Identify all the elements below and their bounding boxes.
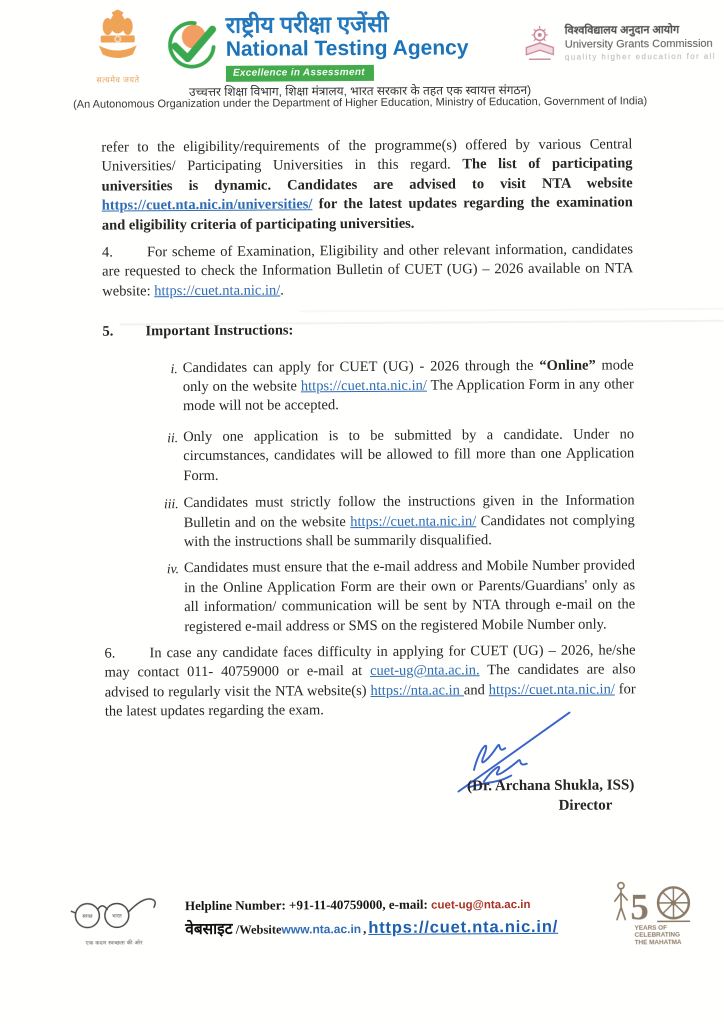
ugc-title-english: University Grants Commission: [564, 37, 713, 51]
continuation-text: refer to the eligibility/requirements of the programme(s) offered by various Central Universities/ Participating Universities in this regard.: [101, 136, 633, 175]
link-universities-list[interactable]: https://cuet.nta.nic.in/universities/: [101, 196, 313, 214]
heading-5-label: Important Instructions:: [145, 322, 294, 340]
signatory-role: Director: [558, 797, 613, 814]
website-label-hindi: वेबसाइट: [185, 920, 233, 939]
paragraph-6-text4: for the latest updates regarding the exam.: [104, 681, 636, 720]
instruction-item-iv: [166, 557, 636, 637]
nta-tagline-badge: Excellence in Assessment: [226, 65, 374, 82]
link-cuet-site[interactable]: https://cuet.nta.nic.in/: [154, 282, 281, 300]
paragraph-4-number: 4.: [101, 244, 113, 261]
link-cuet-site[interactable]: https://cuet.nta.nic.in/: [350, 512, 477, 530]
signatory-block: [467, 777, 634, 815]
important-instructions-heading: [102, 320, 633, 343]
footer-comma: ,: [363, 920, 367, 937]
paragraph-6-text3: and: [463, 681, 489, 699]
instruction-i-text3: The Application Form in any other mode will not be accepted.: [182, 376, 634, 415]
link-cuet-site[interactable]: https://cuet.nta.nic.in/: [488, 681, 615, 698]
svg-text:5: 5: [630, 887, 649, 929]
footer-nta-site-link[interactable]: www.nta.ac.in: [281, 922, 362, 937]
instruction-marker-iv: iv.: [166, 561, 180, 577]
instruction-i-text: Candidates can apply for CUET (UG) - 2026 through the: [182, 357, 540, 376]
emblem-caption: सत्यमेव जयते: [96, 75, 140, 85]
gandhi-150-logo-icon: [609, 876, 705, 956]
paragraph-4-text: For scheme of Examination, Eligibility and other relevant information, candidates are requested to check the Information Bulletin of CUET (UG) – 2026 available on NTA website:: [102, 241, 634, 300]
paragraph-6-text1: In case any candidate faces difficulty in applying for CUET (UG) – 2026, he/she may contact 011- 40759000 or e-mail at: [104, 642, 636, 681]
ugc-title-hindi: विश्वविद्यालय अनुदान आयोग: [564, 24, 680, 37]
swachh-bharat-glasses-icon: [61, 891, 167, 947]
ugc-tagline: quality higher education for all: [564, 51, 716, 62]
org-subline-english: (An Autonomous Organization under the Department of Higher Education, Ministry of Education, Government of India): [73, 95, 648, 111]
instruction-marker-iii: iii.: [163, 496, 179, 512]
svg-text:स्वच्छ: स्वच्छ: [82, 913, 93, 920]
instruction-item-iii: [163, 491, 635, 552]
paragraph-6-number: 6.: [104, 645, 116, 662]
footer-email-link[interactable]: cuet-ug@nta.ac.in: [431, 898, 531, 912]
instruction-i-text2: mode only on the website: [182, 356, 634, 396]
instruction-iii-text2: Candidates not complying with the instructions shall be summarily disqualified.: [183, 511, 635, 550]
signatory-name: (Dr. Archana Shukla, ISS): [467, 777, 635, 795]
nta-title-hindi: राष्ट्रीय परीक्षा एजेंसी: [225, 10, 389, 38]
nta-masthead: [166, 11, 469, 82]
paragraph-continuation: [101, 135, 633, 235]
nta-logo-icon: [166, 19, 218, 71]
instruction-i-bold: “Online”: [539, 357, 596, 374]
link-cuet-site[interactable]: https://cuet.nta.nic.in/: [300, 377, 427, 395]
instructions-list: [163, 356, 636, 637]
svg-text:YEARS OF: YEARS OF: [634, 924, 668, 932]
ugc-block: [522, 22, 716, 65]
paragraph-6-text2: The candidates are also advised to regularly visit the NTA website(s): [104, 661, 636, 701]
org-subline-hindi: उच्चत्तर शिक्षा विभाग, शिक्षा मंत्रालय, भारत सरकार के तहत एक स्वायत्त संगठन): [188, 82, 532, 100]
footer-contact-block: [185, 896, 558, 939]
link-nta-site[interactable]: https://nta.ac.in: [370, 682, 464, 699]
footer-cuet-site-link[interactable]: https://cuet.nta.nic.in/: [368, 917, 559, 937]
nta-title-english: National Testing Agency: [225, 36, 469, 62]
heading-5-number: 5.: [102, 323, 114, 340]
continuation-bold-tail: for the latest updates regarding the examination and eligibility criteria of participating universities.: [101, 194, 633, 234]
instruction-iii-text: Candidates must strictly follow the instructions given in the Information Bulletin and on the website: [183, 492, 635, 531]
svg-text:CELEBRATING: CELEBRATING: [634, 931, 681, 939]
continuation-bold: The list of participating universities is dynamic. Candidates are advised to visit NTA website: [101, 155, 633, 195]
instruction-item-i: [170, 356, 634, 417]
ugc-logo-icon: [522, 23, 558, 65]
website-label-english: /Website: [232, 922, 282, 937]
paragraph-4: [102, 240, 633, 301]
instruction-ii-text: Only one application is to be submitted by a candidate. Under no circumstances, candidates will be allowed to fill more than one Application Form.: [183, 426, 635, 484]
ashoka-emblem-icon: [80, 9, 156, 85]
svg-text:भारत: भारत: [111, 913, 122, 920]
swachh-bharat-tagline: एक कदम स्वच्छता की ओर: [85, 940, 143, 947]
link-email[interactable]: cuet-ug@nta.ac.in.: [370, 662, 480, 680]
instruction-iv-text: Candidates must ensure that the e-mail address and Mobile Number provided in the Online Application Form are their own or Parents/Guardians' only as all information/ communication will be sent by NTA through e-mail on the registered e-mail address or SMS on the registered Mobile Number only.: [183, 557, 636, 635]
instruction-item-ii: [167, 425, 635, 486]
svg-text:THE MAHATMA: THE MAHATMA: [634, 938, 682, 947]
instruction-marker-i: i.: [170, 360, 178, 376]
letter-body: [101, 135, 636, 732]
instruction-marker-ii: ii.: [167, 429, 179, 446]
helpline-label: Helpline Number: +91-11-40759000, e-mail:: [184, 896, 432, 914]
paragraph-4-period: .: [280, 282, 284, 299]
